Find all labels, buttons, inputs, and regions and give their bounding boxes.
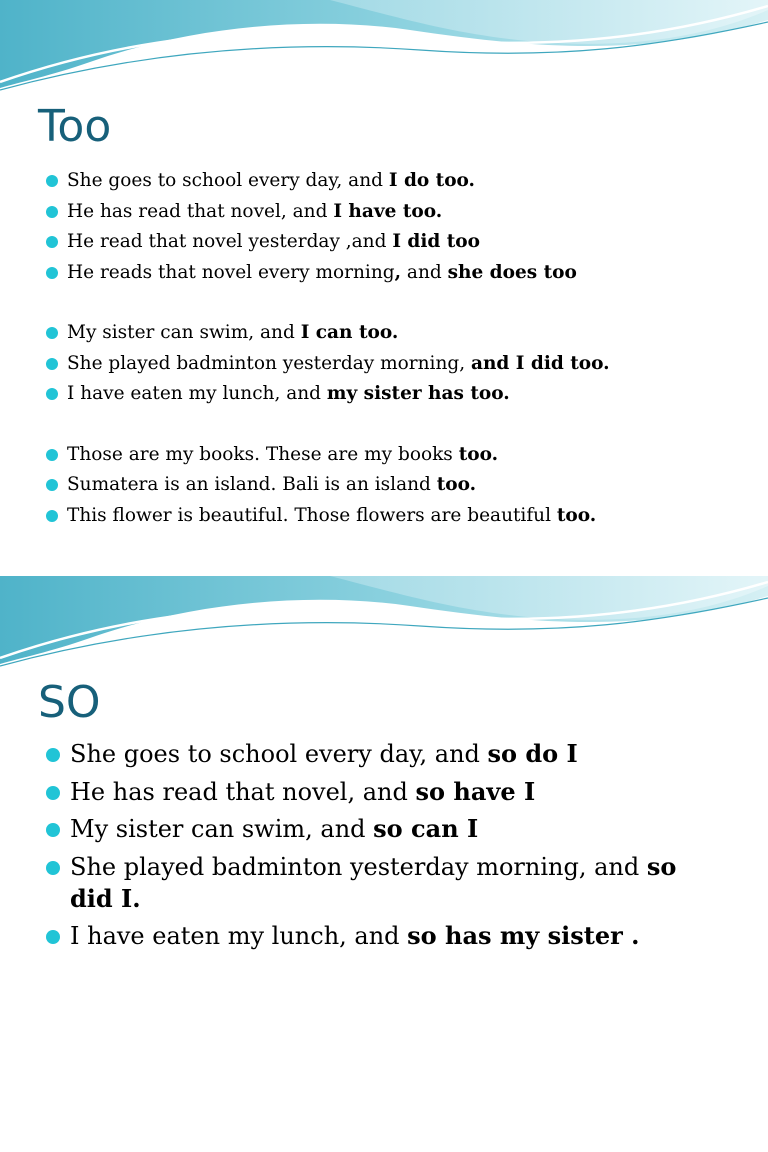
list-item: I have eaten my lunch, and my sister has too. [46, 379, 746, 410]
bullet-dot-icon [46, 267, 58, 279]
bullet-dot-icon [46, 388, 58, 400]
bullet-list [46, 166, 746, 531]
bullet-list [46, 738, 726, 958]
list-item: Sumatera is an island. Bali is an island too. [46, 470, 746, 501]
bullet-dot-icon [46, 748, 60, 762]
list-item: My sister can swim, and so can I [46, 813, 726, 845]
bullet-dot-icon [46, 823, 60, 837]
bullet-dot-icon [46, 786, 60, 800]
bullet-dot-icon [46, 861, 60, 875]
bullet-dot-icon [46, 327, 58, 339]
bullet-dot-icon [46, 479, 58, 491]
list-item: She played badminton yesterday morning, and I did too. [46, 349, 746, 380]
bullet-dot-icon [46, 510, 58, 522]
slide-so [0, 576, 768, 1152]
list-item: He has read that novel, and so have I [46, 776, 726, 808]
bullet-dot-icon [46, 206, 58, 218]
list-item: She goes to school every day, and I do too. [46, 166, 746, 197]
bullet-dot-icon [46, 930, 60, 944]
wave-header-decoration [0, 576, 768, 671]
bullet-dot-icon [46, 358, 58, 370]
bullet-dot-icon [46, 236, 58, 248]
list-item: I have eaten my lunch, and so has my sister . [46, 920, 726, 952]
bullet-dot-icon [46, 449, 58, 461]
list-item: My sister can swim, and I can too. [46, 318, 746, 349]
bullet-dot-icon [46, 175, 58, 187]
list-item: Those are my books. These are my books too. [46, 440, 746, 471]
wave-header-decoration [0, 0, 768, 95]
list-item: He reads that novel every morning, and she does too [46, 258, 746, 289]
slide-title: Too [38, 101, 112, 152]
list-item: He has read that novel, and I have too. [46, 197, 746, 228]
list-item: She goes to school every day, and so do I [46, 738, 726, 770]
list-item: He read that novel yesterday ,and I did too [46, 227, 746, 258]
list-item: She played badminton yesterday morning, and so did I. [46, 851, 726, 915]
list-item: This flower is beautiful. Those flowers are beautiful too. [46, 501, 746, 532]
slide-title: SO [38, 677, 101, 728]
